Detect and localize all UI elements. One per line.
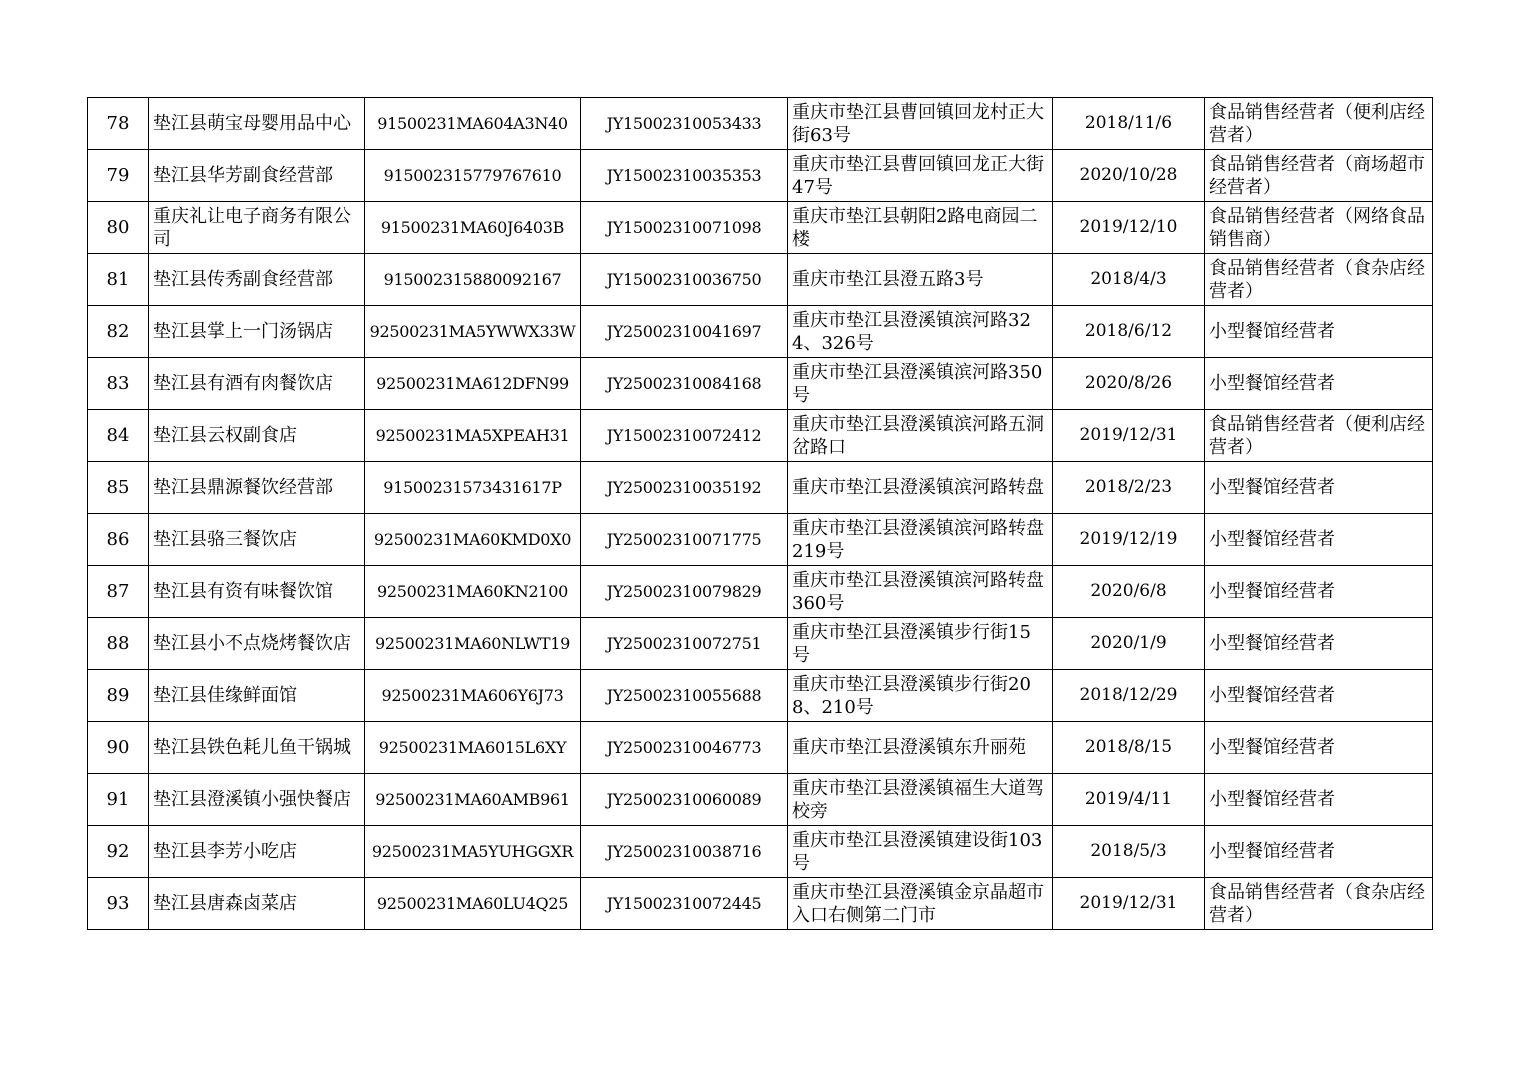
- license-number-cell: JY25002310060089: [581, 774, 788, 826]
- license-number-cell: JY25002310084168: [581, 358, 788, 410]
- license-number-cell: JY15002310053433: [581, 98, 788, 150]
- issue-date-cell: 2019/12/31: [1053, 878, 1205, 930]
- issue-date-cell: 2018/12/29: [1053, 670, 1205, 722]
- business-address-cell: 重庆市垫江县澄五路3号: [788, 254, 1053, 306]
- table-row: [88, 670, 1433, 722]
- issue-date-cell: 2019/12/19: [1053, 514, 1205, 566]
- table-row: [88, 462, 1433, 514]
- issue-date-cell: 2018/4/3: [1053, 254, 1205, 306]
- business-address-cell: 重庆市垫江县澄溪镇滨河路转盘: [788, 462, 1053, 514]
- license-number-cell: JY25002310055688: [581, 670, 788, 722]
- issue-date-cell: 2020/8/26: [1053, 358, 1205, 410]
- business-type-cell: 食品销售经营者（食杂店经营者）: [1205, 878, 1433, 930]
- issue-date-cell: 2019/12/31: [1053, 410, 1205, 462]
- row-number-cell: 78: [88, 98, 149, 150]
- business-name-cell: 垫江县佳缘鲜面馆: [149, 670, 365, 722]
- row-number-cell: 82: [88, 306, 149, 358]
- business-address-cell: 重庆市垫江县澄溪镇滨河路转盘360号: [788, 566, 1053, 618]
- business-type-cell: 小型餐馆经营者: [1205, 826, 1433, 878]
- credit-code-cell: 91500231MA60J6403B: [365, 202, 581, 254]
- business-type-cell: 小型餐馆经营者: [1205, 462, 1433, 514]
- business-type-cell: 食品销售经营者（食杂店经营者）: [1205, 254, 1433, 306]
- issue-date-cell: 2020/6/8: [1053, 566, 1205, 618]
- issue-date-cell: 2018/5/3: [1053, 826, 1205, 878]
- issue-date-cell: 2019/4/11: [1053, 774, 1205, 826]
- table-row: [88, 410, 1433, 462]
- credit-code-cell: 91500231573431617P: [365, 462, 581, 514]
- business-type-cell: 食品销售经营者（网络食品销售商）: [1205, 202, 1433, 254]
- license-number-cell: JY25002310038716: [581, 826, 788, 878]
- license-number-cell: JY15002310035353: [581, 150, 788, 202]
- business-type-cell: 小型餐馆经营者: [1205, 306, 1433, 358]
- table-row: [88, 306, 1433, 358]
- business-type-cell: 小型餐馆经营者: [1205, 618, 1433, 670]
- credit-code-cell: 915002315779767610: [365, 150, 581, 202]
- license-number-cell: JY25002310035192: [581, 462, 788, 514]
- table-body: [88, 98, 1433, 930]
- table-row: [88, 254, 1433, 306]
- business-type-cell: 小型餐馆经营者: [1205, 774, 1433, 826]
- row-number-cell: 81: [88, 254, 149, 306]
- credit-code-cell: 92500231MA60KN2100: [365, 566, 581, 618]
- business-name-cell: 垫江县传秀副食经营部: [149, 254, 365, 306]
- business-name-cell: 垫江县有资有味餐饮馆: [149, 566, 365, 618]
- table-row: [88, 358, 1433, 410]
- row-number-cell: 83: [88, 358, 149, 410]
- business-address-cell: 重庆市垫江县澄溪镇福生大道驾校旁: [788, 774, 1053, 826]
- business-address-cell: 重庆市垫江县澄溪镇建设街103号: [788, 826, 1053, 878]
- issue-date-cell: 2018/11/6: [1053, 98, 1205, 150]
- business-type-cell: 小型餐馆经营者: [1205, 566, 1433, 618]
- license-number-cell: JY25002310071775: [581, 514, 788, 566]
- credit-code-cell: 92500231MA6015L6XY: [365, 722, 581, 774]
- table-row: [88, 150, 1433, 202]
- license-table-sheet: [87, 97, 1432, 930]
- business-address-cell: 重庆市垫江县澄溪镇东升丽苑: [788, 722, 1053, 774]
- business-type-cell: 食品销售经营者（便利店经营者）: [1205, 410, 1433, 462]
- business-name-cell: 垫江县华芳副食经营部: [149, 150, 365, 202]
- business-name-cell: 垫江县澄溪镇小强快餐店: [149, 774, 365, 826]
- credit-code-cell: 92500231MA60KMD0X0: [365, 514, 581, 566]
- credit-code-cell: 92500231MA606Y6J73: [365, 670, 581, 722]
- table-row: [88, 878, 1433, 930]
- business-type-cell: 小型餐馆经营者: [1205, 722, 1433, 774]
- business-type-cell: 食品销售经营者（便利店经营者）: [1205, 98, 1433, 150]
- business-type-cell: 小型餐馆经营者: [1205, 358, 1433, 410]
- row-number-cell: 86: [88, 514, 149, 566]
- business-name-cell: 垫江县小不点烧烤餐饮店: [149, 618, 365, 670]
- row-number-cell: 79: [88, 150, 149, 202]
- license-number-cell: JY25002310046773: [581, 722, 788, 774]
- license-number-cell: JY25002310041697: [581, 306, 788, 358]
- credit-code-cell: 92500231MA60AMB961: [365, 774, 581, 826]
- business-address-cell: 重庆市垫江县澄溪镇金京晶超市入口右侧第二门市: [788, 878, 1053, 930]
- row-number-cell: 90: [88, 722, 149, 774]
- business-name-cell: 垫江县李芳小吃店: [149, 826, 365, 878]
- table-row: [88, 774, 1433, 826]
- credit-code-cell: 92500231MA5YUHGGXR: [365, 826, 581, 878]
- row-number-cell: 88: [88, 618, 149, 670]
- row-number-cell: 93: [88, 878, 149, 930]
- license-number-cell: JY15002310072412: [581, 410, 788, 462]
- business-address-cell: 重庆市垫江县曹回镇回龙正大街47号: [788, 150, 1053, 202]
- row-number-cell: 91: [88, 774, 149, 826]
- table-row: [88, 618, 1433, 670]
- business-address-cell: 重庆市垫江县朝阳2路电商园二楼: [788, 202, 1053, 254]
- business-name-cell: 垫江县鼎源餐饮经营部: [149, 462, 365, 514]
- credit-code-cell: 915002315880092167: [365, 254, 581, 306]
- business-address-cell: 重庆市垫江县澄溪镇滨河路五洞岔路口: [788, 410, 1053, 462]
- row-number-cell: 80: [88, 202, 149, 254]
- issue-date-cell: 2019/12/10: [1053, 202, 1205, 254]
- issue-date-cell: 2020/10/28: [1053, 150, 1205, 202]
- credit-code-cell: 92500231MA5XPEAH31: [365, 410, 581, 462]
- row-number-cell: 92: [88, 826, 149, 878]
- issue-date-cell: 2018/8/15: [1053, 722, 1205, 774]
- issue-date-cell: 2018/6/12: [1053, 306, 1205, 358]
- business-address-cell: 重庆市垫江县澄溪镇滨河路350号: [788, 358, 1053, 410]
- credit-code-cell: 92500231MA60NLWT19: [365, 618, 581, 670]
- table-row: [88, 202, 1433, 254]
- license-number-cell: JY15002310072445: [581, 878, 788, 930]
- row-number-cell: 89: [88, 670, 149, 722]
- credit-code-cell: 92500231MA612DFN99: [365, 358, 581, 410]
- license-table: [87, 97, 1433, 930]
- business-name-cell: 垫江县铁色耗儿鱼干锅城: [149, 722, 365, 774]
- table-row: [88, 514, 1433, 566]
- business-type-cell: 小型餐馆经营者: [1205, 670, 1433, 722]
- table-row: [88, 566, 1433, 618]
- business-name-cell: 垫江县有酒有肉餐饮店: [149, 358, 365, 410]
- business-type-cell: 食品销售经营者（商场超市经营者）: [1205, 150, 1433, 202]
- business-type-cell: 小型餐馆经营者: [1205, 514, 1433, 566]
- table-row: [88, 826, 1433, 878]
- license-number-cell: JY25002310079829: [581, 566, 788, 618]
- business-address-cell: 重庆市垫江县澄溪镇步行街15号: [788, 618, 1053, 670]
- business-address-cell: 重庆市垫江县澄溪镇步行街208、210号: [788, 670, 1053, 722]
- license-number-cell: JY25002310072751: [581, 618, 788, 670]
- table-row: [88, 98, 1433, 150]
- business-address-cell: 重庆市垫江县澄溪镇滨河路324、326号: [788, 306, 1053, 358]
- credit-code-cell: 92500231MA60LU4Q25: [365, 878, 581, 930]
- row-number-cell: 85: [88, 462, 149, 514]
- credit-code-cell: 92500231MA5YWWX33W: [365, 306, 581, 358]
- business-name-cell: 垫江县萌宝母婴用品中心: [149, 98, 365, 150]
- license-number-cell: JY15002310036750: [581, 254, 788, 306]
- row-number-cell: 84: [88, 410, 149, 462]
- business-name-cell: 垫江县骆三餐饮店: [149, 514, 365, 566]
- table-row: [88, 722, 1433, 774]
- issue-date-cell: 2020/1/9: [1053, 618, 1205, 670]
- business-name-cell: 垫江县唐森卤菜店: [149, 878, 365, 930]
- issue-date-cell: 2018/2/23: [1053, 462, 1205, 514]
- business-name-cell: 重庆礼让电子商务有限公司: [149, 202, 365, 254]
- credit-code-cell: 91500231MA604A3N40: [365, 98, 581, 150]
- business-address-cell: 重庆市垫江县曹回镇回龙村正大街63号: [788, 98, 1053, 150]
- business-name-cell: 垫江县云权副食店: [149, 410, 365, 462]
- business-name-cell: 垫江县掌上一门汤锅店: [149, 306, 365, 358]
- row-number-cell: 87: [88, 566, 149, 618]
- license-number-cell: JY15002310071098: [581, 202, 788, 254]
- business-address-cell: 重庆市垫江县澄溪镇滨河路转盘219号: [788, 514, 1053, 566]
